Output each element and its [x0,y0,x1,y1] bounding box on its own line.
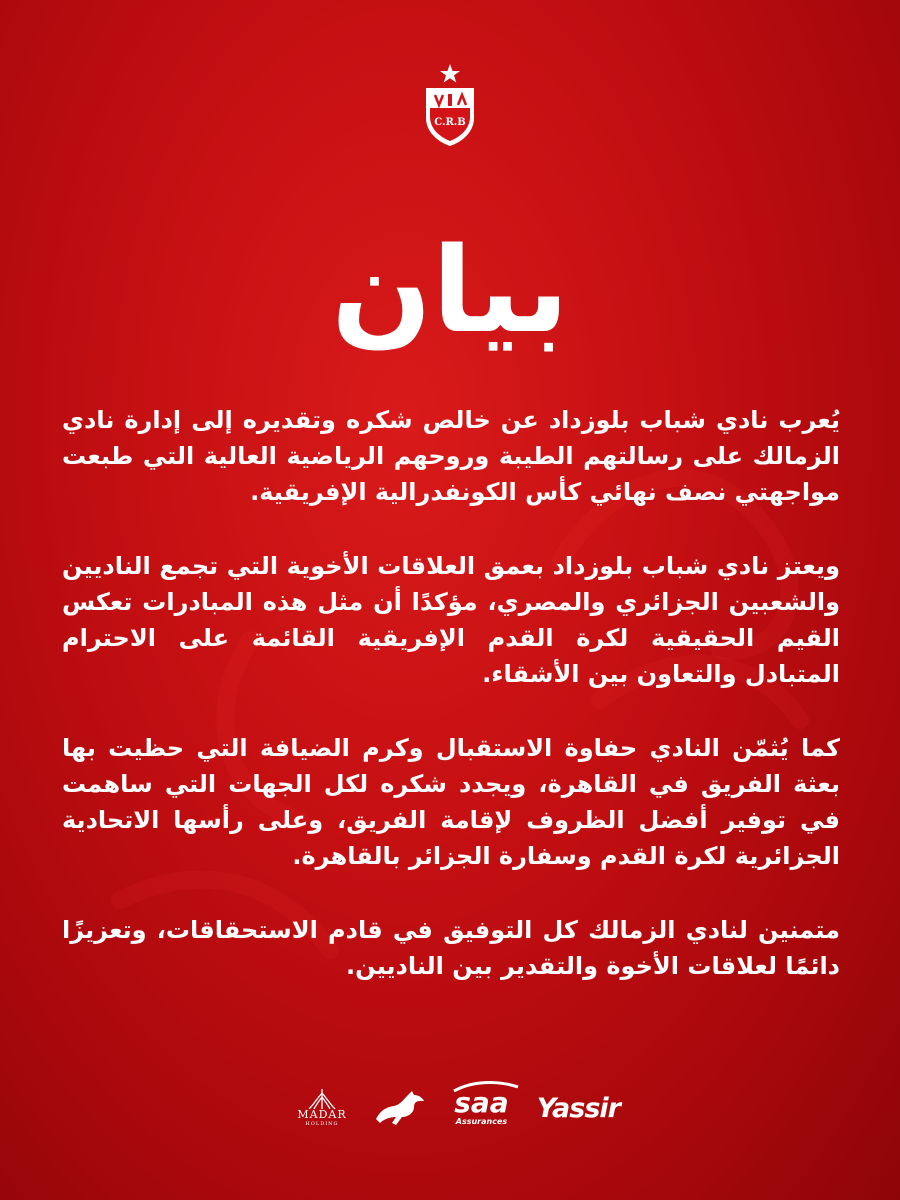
club-crest-icon [418,62,482,148]
statement-paragraph: كما يُثمّن النادي حفاوة الاستقبال وكرم الضيافة التي حظيت بها بعثة الفريق في القاهرة، ويجدد شكره لكل الجهات التي ساهمت في توفير أفضل الظروف لإقامة الفريق، وعلى رأسها الاتحادية الجزائرية لكرة القدم وسفارة الجزائر بالقاهرة. [62,734,840,870]
saa-name: saa [454,1086,509,1119]
sponsor-bar [290,1078,620,1138]
saa-sub: Assurances [455,1117,508,1126]
crest-initials: C.R.B [434,117,466,128]
statement-paragraph: متمنين لنادي الزمالك كل التوفيق في قادم الاستحقاقات، وتعزيزًا دائمًا لعلاقات الأخوة والتقدير بين الناديين. [62,916,840,980]
sponsor-yassir-logo [537,1093,620,1124]
madar-tower-icon [307,1089,337,1109]
statement-paragraph: ويعتز نادي شباب بلوزداد بعمق العلاقات الأخوية التي تجمع الناديين والشعبين الجزائري والمصري، مؤكدًا أن مثل هذه المبادرات تعكس القيم الحقيقية لكرة القدم الإفريقية القائمة على الاحترام المتبادل والتعاون بين الأشقاء. [62,552,840,688]
crest-star [440,64,460,83]
sponsor-saa-logo [446,1086,516,1127]
madar-sub: HOLDING [305,1120,339,1127]
sponsor-madar-logo [290,1089,354,1128]
page-title: بيان [331,221,569,359]
yassir-name: Yassir [536,1092,620,1124]
saa-swoosh-icon [452,1081,522,1093]
madar-name: MADAR [297,1107,347,1121]
puma-cat-icon [374,1089,426,1127]
sponsor-puma-logo [374,1089,426,1127]
statement-paragraph: يُعرب نادي شباب بلوزداد عن خالص شكره وتقديره إلى إدارة نادي الزمالك على رسالتهم الطيبة وروحهم الرياضية العالية التي طبعت مواجهتي نصف نهائي كأس الكونفدرالية الإفريقية. [62,406,840,506]
statement-body [62,402,840,1022]
